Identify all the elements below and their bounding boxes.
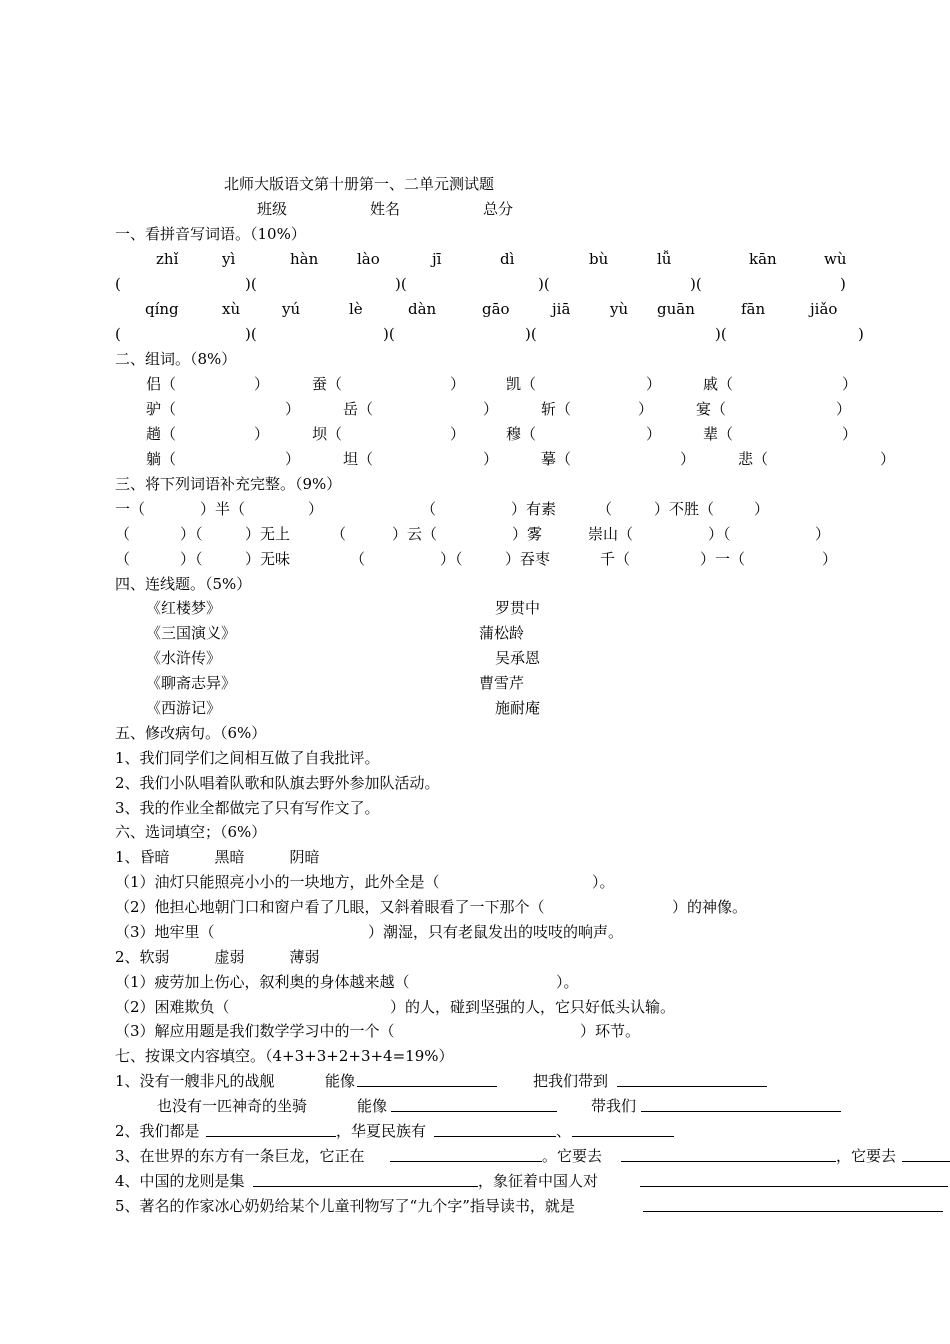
close-paren: ）	[450, 425, 466, 443]
fill-text: 4、中国的龙则是集	[115, 1172, 245, 1190]
pinyin: dàn	[408, 300, 437, 318]
close-paren: ）	[842, 375, 858, 393]
section-heading: 三、将下列词语补充完整。（9%）	[115, 475, 342, 493]
fill-text: 3、在世界的东方有一条巨龙，它正在	[115, 1147, 365, 1165]
idiom-part: ）半（	[200, 500, 246, 518]
close-paren: ）	[638, 400, 654, 418]
idiom-part: ）雾	[512, 525, 543, 543]
close-paren: ）	[450, 375, 466, 393]
blank-line	[391, 1096, 557, 1112]
pinyin: jiā	[552, 300, 571, 318]
pinyin: xù	[222, 300, 241, 318]
close-paren: )	[858, 325, 864, 343]
blank-line	[253, 1171, 478, 1187]
paren-separator: )(	[245, 275, 257, 293]
author-name: 蒲松龄	[479, 624, 525, 642]
fill-item	[0, 1196, 950, 1216]
char-prompt: 坦（	[343, 450, 374, 468]
idiom-part: ）	[308, 500, 324, 518]
fill-text: （2）困难欺负（	[115, 998, 230, 1016]
close-paren: ）	[254, 425, 270, 443]
char-prompt: 凯（	[506, 375, 537, 393]
fill-item	[0, 972, 950, 992]
pinyin: lǚ	[657, 250, 672, 268]
section-heading: 五、修改病句。（6%）	[115, 724, 267, 742]
pinyin: jiǎo	[810, 300, 838, 318]
author-name: 罗贯中	[495, 599, 541, 617]
fill-text: 把我们带到	[533, 1072, 609, 1090]
fill-text: 能像	[357, 1097, 388, 1115]
blank-line	[641, 1096, 841, 1112]
char-prompt: 戚（	[703, 375, 734, 393]
idiom-part: ）有素	[511, 500, 557, 518]
blank-line	[640, 1171, 948, 1187]
char-prompt: 趟（	[146, 425, 177, 443]
fill-text: （1）油灯只能照亮小小的一块地方，此外全是（	[115, 873, 440, 891]
pinyin: guān	[657, 300, 695, 318]
close-paren: ）	[483, 400, 499, 418]
page-title: 北师大版语文第十册第一、二单元测试题	[224, 175, 495, 193]
idiom-part: ）（	[180, 550, 203, 568]
char-prompt: 蚕（	[312, 375, 343, 393]
fill-text: ）。	[592, 873, 615, 891]
answer-box-row	[0, 274, 950, 294]
pinyin: yù	[610, 300, 629, 318]
author-name: 施耐庵	[495, 699, 541, 717]
pinyin: yì	[222, 250, 236, 268]
fill-item	[0, 1121, 950, 1141]
pinyin: wù	[824, 250, 847, 268]
close-paren: ）	[680, 450, 696, 468]
paren-separator: )(	[715, 325, 727, 343]
idiom-part: （	[331, 525, 347, 543]
section-heading: 六、选词填空；（6%）	[115, 823, 267, 841]
fill-text: ，华夏民族有	[336, 1122, 427, 1140]
section-heading: 二、组词。（8%）	[115, 350, 237, 368]
char-prompt: 辈（	[703, 425, 734, 443]
idiom-part: ）（	[440, 550, 463, 568]
fill-text: 也没有一匹神奇的坐骑	[157, 1097, 308, 1115]
char-prompt: 坝（	[312, 425, 343, 443]
blank-line	[902, 1146, 950, 1162]
idiom-part: （	[597, 500, 613, 518]
char-prompt: 摹（	[541, 450, 572, 468]
book-title: 《聊斋志异》	[146, 674, 237, 692]
idiom-part: ）不胜（	[654, 500, 715, 518]
fill-text: ）。	[556, 973, 579, 991]
char-prompt: 侣（	[146, 375, 177, 393]
char-prompt: 躺（	[146, 450, 177, 468]
idiom-row	[0, 499, 950, 519]
pinyin: lào	[357, 250, 380, 268]
close-paren: ）	[483, 450, 499, 468]
close-paren: )	[840, 275, 846, 293]
paren-separator: )(	[395, 275, 407, 293]
idiom-part: 崇山（	[588, 525, 634, 543]
fill-item	[0, 1096, 950, 1116]
pinyin-row	[0, 299, 950, 319]
blank-line	[572, 1121, 674, 1137]
pinyin: zhǐ	[156, 250, 179, 268]
blank-line	[643, 1196, 943, 1212]
pinyin: qíng	[145, 300, 179, 318]
blank-line	[434, 1121, 556, 1137]
idiom-part: 一（	[115, 500, 146, 518]
char-prompt: 岳（	[343, 400, 374, 418]
idiom-part: ）云（	[392, 525, 438, 543]
fill-text: （3）解应用题是我们数学学习中的一个（	[115, 1022, 395, 1040]
fill-text: （1）疲劳加上伤心，叙利奥的身体越来越（	[115, 973, 410, 991]
word-choices: 2、软弱 虚弱 薄弱	[115, 948, 320, 966]
fill-item	[0, 897, 950, 917]
fill-text: 能像	[325, 1072, 356, 1090]
fill-text: 2、我们都是	[115, 1122, 200, 1140]
word-group-row	[0, 374, 950, 394]
idiom-part: ）	[815, 525, 831, 543]
idiom-part: ）（	[180, 525, 203, 543]
book-title: 《红楼梦》	[146, 599, 222, 617]
close-paren: ）	[254, 375, 270, 393]
word-choices: 1、昏暗 黑暗 阴暗	[115, 848, 320, 866]
blank-line	[390, 1146, 542, 1162]
fill-text: 、	[556, 1122, 572, 1140]
fill-text: （3）地牢里（	[115, 923, 215, 941]
fill-text: ）的神像。	[672, 898, 748, 916]
fill-text: 5、著名的作家冰心奶奶给某个儿童刊物写了“九个字”指导读书，就是	[115, 1197, 575, 1215]
idiom-row	[0, 549, 950, 569]
pinyin: yú	[282, 300, 301, 318]
pinyin-row	[0, 249, 950, 269]
author-name: 吴承恩	[495, 649, 541, 667]
paren-separator: )(	[383, 325, 395, 343]
sentence-item: 1、我们同学们之间相互做了自我批评。	[115, 749, 380, 767]
fill-item	[0, 1171, 950, 1191]
char-prompt: 穆（	[506, 425, 537, 443]
fill-item	[0, 1146, 950, 1166]
fill-item	[0, 1021, 950, 1041]
idiom-part: ）	[822, 550, 838, 568]
pinyin: fān	[741, 300, 766, 318]
close-paren: ）	[842, 425, 858, 443]
book-title: 《西游记》	[146, 699, 222, 717]
idiom-row	[0, 524, 950, 544]
book-title: 《三国演义》	[146, 624, 237, 642]
fill-text: ）潮湿，只有老鼠发出的吱吱的响声。	[368, 923, 624, 941]
paren-separator: )(	[538, 275, 550, 293]
pinyin: hàn	[290, 250, 319, 268]
idiom-part: ）一（	[700, 550, 746, 568]
fill-text: 。它要去	[542, 1147, 603, 1165]
close-paren: ）	[285, 450, 301, 468]
blank-line	[617, 1071, 767, 1087]
book-title: 《水浒传》	[146, 649, 222, 667]
fill-item	[0, 1071, 950, 1091]
pinyin: dì	[500, 250, 515, 268]
char-prompt: 悲（	[738, 450, 769, 468]
blank-line	[206, 1121, 336, 1137]
word-group-row	[0, 399, 950, 419]
word-group-row	[0, 424, 950, 444]
blank-line	[357, 1071, 497, 1087]
pinyin: bù	[589, 250, 609, 268]
fill-text: ）的人，碰到坚强的人，它只好低头认输。	[390, 998, 676, 1016]
author-name: 曹雪芹	[479, 674, 525, 692]
section-heading: 七、按课文内容填空。（4+3+3+2+3+4=19%）	[115, 1047, 454, 1065]
close-paren: ）	[836, 400, 852, 418]
idiom-part: （	[421, 500, 437, 518]
fill-item	[0, 997, 950, 1017]
close-paren: ）	[285, 400, 301, 418]
sentence-item: 2、我们小队唱着队歌和队旗去野外参加队活动。	[115, 774, 440, 792]
fill-text: 1、没有一艘非凡的战舰	[115, 1072, 275, 1090]
fill-item	[0, 872, 950, 892]
fill-text: 带我们	[591, 1097, 637, 1115]
close-paren: ）	[646, 375, 662, 393]
section-heading: 一、看拼音写词语。（10%）	[115, 225, 306, 243]
pinyin: kān	[749, 250, 777, 268]
idiom-part: ）吞枣	[505, 550, 551, 568]
open-paren: (	[115, 325, 121, 343]
close-paren: ）	[880, 450, 896, 468]
sentence-item: 3、我的作业全都做完了只有写作文了。	[115, 799, 380, 817]
idiom-part: （	[115, 550, 131, 568]
idiom-part: （	[115, 525, 131, 543]
name-field-label: 姓名	[370, 200, 401, 218]
paren-separator: )(	[525, 325, 537, 343]
pinyin: lè	[349, 300, 363, 318]
close-paren: ）	[646, 425, 662, 443]
idiom-part: 千（	[600, 550, 631, 568]
fill-text: ，它要去	[836, 1147, 897, 1165]
section-heading: 四、连线题。（5%）	[115, 575, 252, 593]
word-group-row	[0, 449, 950, 469]
fill-text: ）环节。	[580, 1022, 641, 1040]
answer-box-row	[0, 324, 950, 344]
blank-line	[621, 1146, 836, 1162]
score-field-label: 总分	[483, 200, 514, 218]
idiom-part: （	[350, 550, 366, 568]
idiom-part: ）无上	[245, 525, 291, 543]
fill-text: ，象征着中国人对	[478, 1172, 599, 1190]
idiom-part: ）（	[708, 525, 731, 543]
pinyin: gāo	[482, 300, 510, 318]
paren-separator: )(	[245, 325, 257, 343]
char-prompt: 驴（	[146, 400, 177, 418]
char-prompt: 斩（	[541, 400, 572, 418]
char-prompt: 宴（	[696, 400, 727, 418]
fill-text: （2）他担心地朝门口和窗户看了几眼，又斜着眼看了一下那个（	[115, 898, 545, 916]
paren-separator: )(	[690, 275, 702, 293]
class-field-label: 班级	[257, 200, 288, 218]
pinyin: jī	[432, 250, 442, 268]
open-paren: (	[115, 275, 121, 293]
fill-item	[0, 922, 950, 942]
idiom-part: ）	[754, 500, 770, 518]
idiom-part: ）无味	[245, 550, 291, 568]
